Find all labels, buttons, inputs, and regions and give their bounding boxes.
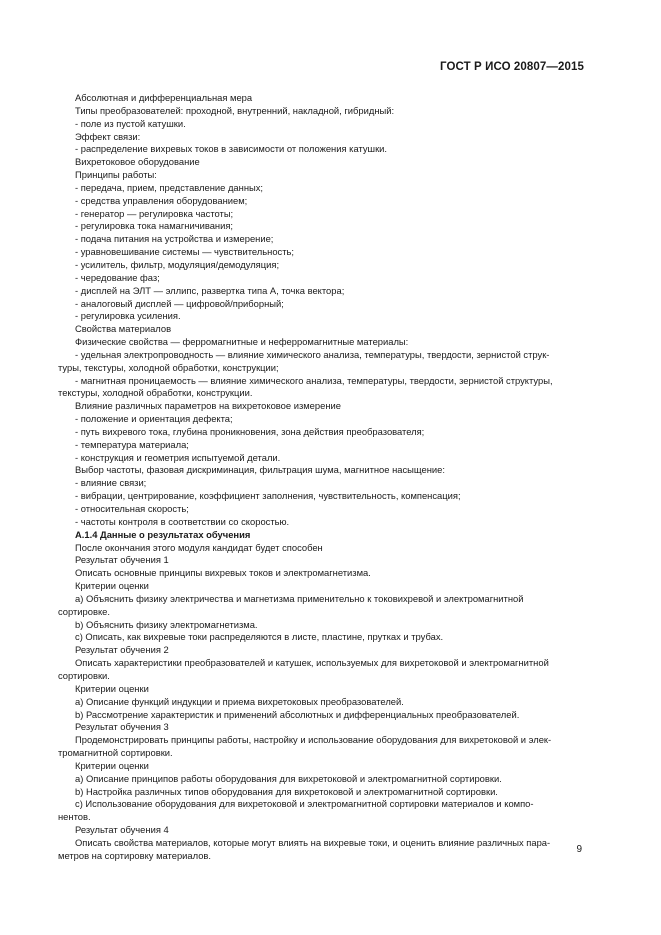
text-line: Критерии оценки	[75, 580, 149, 592]
text-line: - магнитная проницаемость — влияние химического анализа, температуры, твердости, зернистой структуры,	[75, 374, 553, 386]
text-line: Эффект связи:	[75, 130, 141, 142]
text-line: с) Использование оборудования для вихретоковой и электромагнитной сортировки материалов и компо-	[75, 798, 534, 810]
text-line: метров на сортировку материалов.	[58, 849, 211, 861]
text-line: - удельная электропроводность — влияние химического анализа, температуры, твердости, зернистой струк-	[75, 348, 550, 360]
text-line: тромагнитной сортировки.	[58, 747, 173, 759]
text-line: - генератор — регулировка частоты;	[75, 207, 234, 219]
text-line: - частоты контроля в соответствии со скоростью.	[75, 515, 290, 527]
text-line: - положение и ориентация дефекта;	[75, 413, 233, 425]
text-line: Результат обучения 2	[75, 644, 169, 656]
text-line: - дисплей на ЭЛТ — эллипс, развертка типа А, точка вектора;	[75, 284, 345, 296]
text-line: Продемонстрировать принципы работы, настройку и использование оборудования для вихретоковой и элек-	[75, 734, 552, 746]
text-line: Физические свойства — ферромагнитные и неферромагнитные материалы:	[75, 336, 409, 348]
text-line: сортировки.	[58, 669, 110, 681]
text-line: нентов.	[58, 811, 91, 823]
text-line: - чередование фаз;	[75, 271, 160, 283]
text-line: - подача питания на устройства и измерение;	[75, 233, 274, 245]
text-line: Принципы работы:	[75, 169, 157, 181]
text-line: - распределение вихревых токов в зависимости от положения катушки.	[75, 143, 388, 155]
text-line: Критерии оценки	[75, 682, 149, 694]
text-line: - вибрации, центрирование, коэффициент заполнения, чувствительность, компенсация;	[75, 490, 461, 502]
text-line: Критерии оценки	[75, 759, 149, 771]
text-line: - средства управления оборудованием;	[75, 194, 248, 206]
document-header: ГОСТ Р ИСО 20807—2015	[439, 61, 584, 73]
text-line: - аналоговый дисплей — цифровой/приборный;	[75, 297, 284, 309]
text-line: - передача, прием, представление данных;	[75, 181, 264, 193]
text-line: - усилитель, фильтр, модуляция/демодуляция;	[75, 258, 280, 270]
text-line: А.1.4 Данные о результатах обучения	[75, 528, 251, 540]
text-line: - конструкция и геометрия испытуемой детали.	[75, 451, 281, 463]
text-line: b) Рассмотрение характеристик и применений абсолютных и дифференциальных преобразователей.	[75, 708, 520, 720]
text-line: туры, текстуры, холодной обработки, конструкции;	[58, 361, 279, 373]
text-line: b) Объяснить физику электромагнетизма.	[75, 618, 258, 630]
text-line: сортировке.	[58, 605, 110, 617]
text-line: Результат обучения 3	[75, 721, 169, 733]
document-body	[58, 92, 584, 863]
text-line: - температура материала;	[75, 438, 189, 450]
text-line: - относительная скорость;	[75, 503, 189, 514]
text-line: Описать характеристики преобразователей и катушек, используемых для вихретоковой и электромагнитной	[75, 657, 549, 669]
text-line: Свойства материалов	[75, 323, 172, 335]
text-line: - регулировка усиления.	[75, 310, 181, 322]
text-line: текстуры, холодной обработки, конструкции.	[58, 387, 253, 399]
text-line: - влияние связи;	[75, 477, 147, 489]
text-line: Описать свойства материалов, которые могут влиять на вихревые токи, и оценить влияние различных пара-	[75, 836, 551, 848]
text-line: - поле из пустой катушки.	[75, 117, 186, 129]
text-line: Результат обучения 4	[75, 824, 169, 836]
text-line: Абсолютная и дифференциальная мера	[75, 92, 253, 103]
text-line: Описать основные принципы вихревых токов и электромагнетизма.	[75, 567, 371, 579]
text-line: Влияние различных параметров на вихретоковое измерение	[75, 400, 341, 412]
text-line: - уравновешивание системы — чувствительность;	[75, 246, 295, 258]
text-line: b) Настройка различных типов оборудования для вихретоковой и электромагнитной сортировки.	[75, 785, 498, 797]
text-line: Типы преобразователей: проходной, внутренний, накладной, гибридный:	[75, 104, 395, 116]
text-line: Результат обучения 1	[75, 554, 169, 566]
text-line: Вихретоковое оборудование	[75, 156, 200, 168]
text-line: с) Описать, как вихревые токи распределяются в листе, пластине, прутках и трубах.	[75, 631, 444, 643]
text-line: а) Объяснить физику электричества и магнетизма применительно к токовихревой и электромагнитной	[75, 592, 524, 604]
text-line: а) Описание принципов работы оборудования для вихретоковой и электромагнитной сортировки.	[75, 772, 502, 784]
text-line: - путь вихревого тока, глубина проникновения, зона действия преобразователя;	[75, 425, 425, 437]
text-line: Выбор частоты, фазовая дискриминация, фильтрация шума, магнитное насыщение:	[75, 464, 445, 476]
text-line: - регулировка тока намагничивания;	[75, 220, 234, 232]
text-line: После окончания этого модуля кандидат будет способен	[75, 541, 323, 553]
page-number: 9	[576, 844, 582, 855]
text-line: а) Описание функций индукции и приема вихретоковых преобразователей.	[75, 695, 404, 707]
